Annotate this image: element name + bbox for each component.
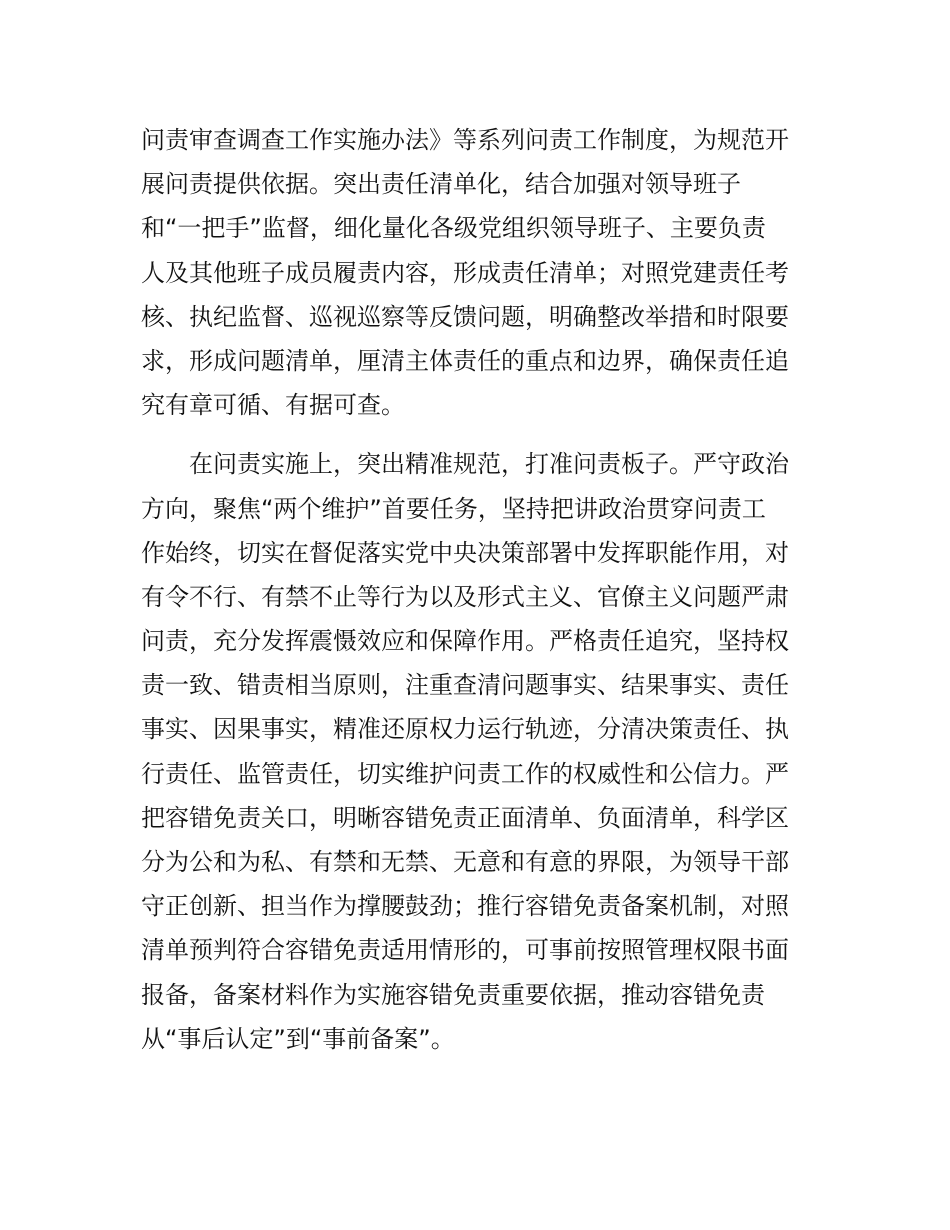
text-line: 事实、因果事实，精准还原权力运行轨迹，分清决策责任、执	[141, 715, 789, 744]
body-text	[141, 118, 811, 1105]
text-line: 核、执纪监督、巡视巡察等反馈问题，明确整改举措和时限要	[141, 302, 789, 331]
text-line: 求，形成问题清单，厘清主体责任的重点和边界，确保责任追	[141, 346, 789, 375]
text-line: 展问责提供依据。突出责任清单化，结合加强对领导班子	[141, 170, 741, 199]
text-line: 究有章可循、有据可查。	[141, 391, 405, 420]
text-line: 把容错免责关口，明晰容错免责正面清单、负面清单，科学区	[141, 803, 789, 832]
text-line: 问责审查调查工作实施办法》等系列问责工作制度，为规范开	[141, 126, 789, 154]
text-line: 在问责实施上，突出精准规范，打准问责板子。严守政治	[189, 450, 789, 479]
paragraph-1	[141, 118, 811, 427]
text-line: 方向，聚焦“两个维护”首要任务，坚持把讲政治贯穿问责工	[141, 494, 766, 523]
text-line: 守正创新、担当作为撑腰鼓劲；推行容错免责备案机制，对照	[141, 892, 789, 921]
paragraph-2	[141, 442, 811, 1105]
text-line: 报备，备案材料作为实施容错免责重要依据，推动容错免责	[141, 980, 765, 1009]
text-line: 有令不行、有禁不止等行为以及形式主义、官僚主义问题严肃	[141, 582, 789, 611]
text-line: 行责任、监管责任，切实维护问责工作的权威性和公信力。严	[141, 759, 789, 788]
text-line	[141, 1061, 811, 1105]
text-line: 作始终，切实在督促落实党中央决策部署中发挥职能作用，对	[141, 538, 789, 567]
text-line: 从“事后认定”到“事前备案”。	[141, 1024, 455, 1053]
text-line: 责一致、错责相当原则，注重查清问题事实、结果事实、责任	[141, 671, 789, 700]
text-line: 人及其他班子成员履责内容，形成责任清单；对照党建责任考	[141, 258, 789, 287]
paragraph-spacer	[141, 427, 811, 442]
text-line: 和“一把手”监督，细化量化各级党组织领导班子、主要负责	[141, 214, 766, 243]
text-line: 分为公和为私、有禁和无禁、无意和有意的界限，为领导干部	[141, 848, 789, 876]
text-line: 清单预判符合容错免责适用情形的，可事前按照管理权限书面	[141, 936, 789, 965]
text-line: 问责，充分发挥震慑效应和保障作用。严格责任追究，坚持权	[141, 627, 789, 656]
